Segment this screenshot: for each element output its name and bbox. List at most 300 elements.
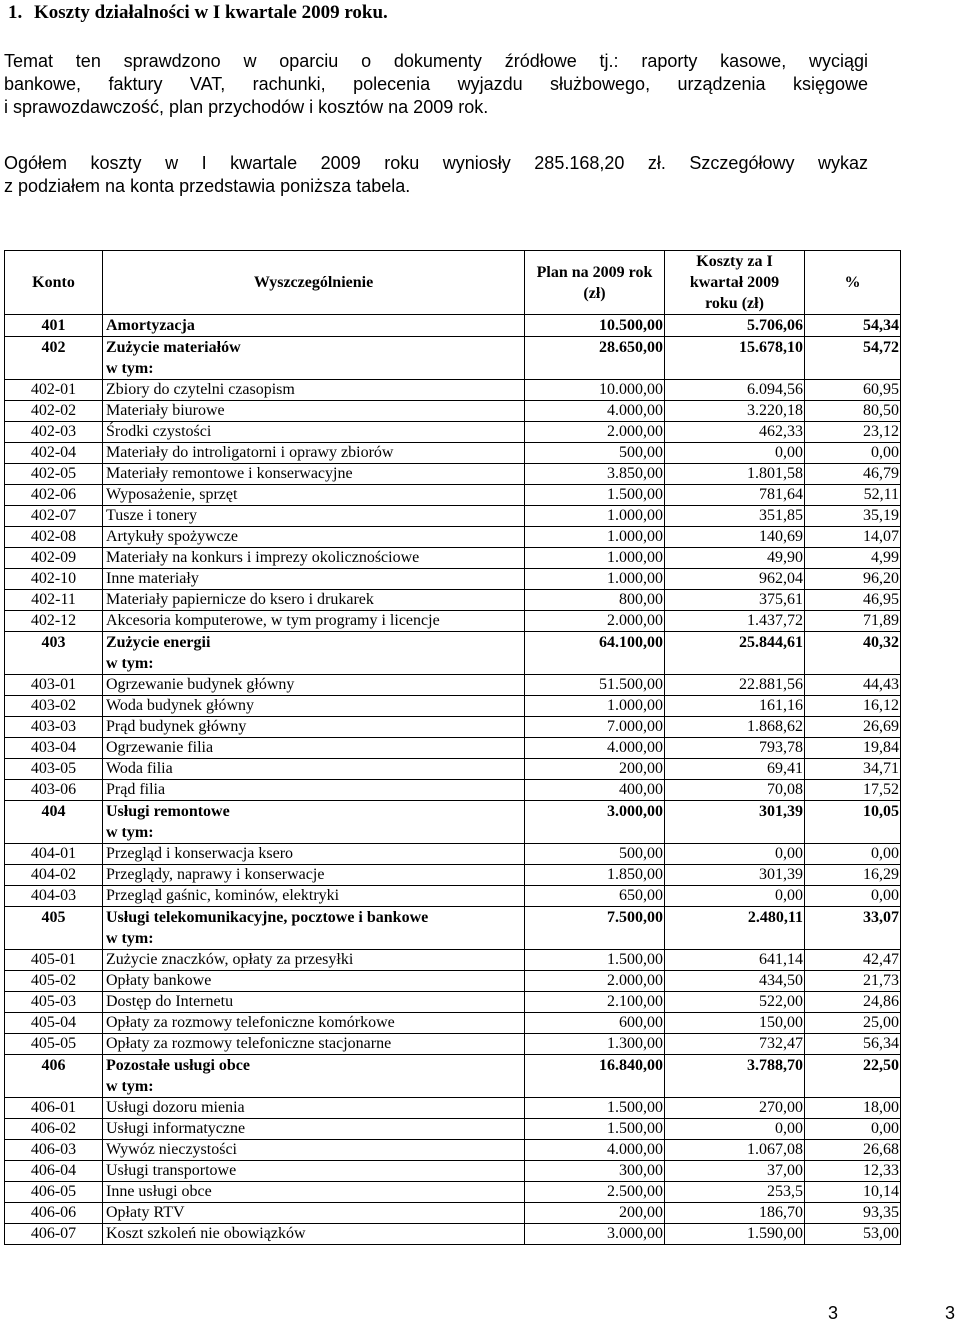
w-tym-label: w tym:: [106, 930, 154, 947]
row-konto: 404-01: [5, 844, 103, 865]
row-procent: 0,00: [805, 886, 901, 907]
row-description: [103, 1098, 525, 1119]
row-procent: 4,99: [805, 548, 901, 569]
header-plan-label: Plan na 2009 rok (zł): [536, 263, 653, 302]
row-description-label: Materiały papiernicze do ksero i drukarek: [106, 591, 374, 608]
row-description: [103, 1034, 525, 1055]
row-plan: 10.000,00: [525, 380, 665, 401]
row-description: [103, 780, 525, 801]
row-koszty: 140,69: [665, 527, 805, 548]
row-koszty: 351,85: [665, 506, 805, 527]
row-plan: 800,00: [525, 590, 665, 611]
table-row: [5, 886, 901, 907]
row-koszty: 69,41: [665, 759, 805, 780]
row-koszty: 0,00: [665, 844, 805, 865]
intro-line: i sprawozdawczość, plan przychodów i kosztów na 2009 rok.: [4, 97, 489, 117]
row-plan: 1.500,00: [525, 485, 665, 506]
summary-line: z podziałem na konta przedstawia poniższa tabela.: [4, 176, 411, 196]
row-description-label: Opłaty RTV: [106, 1204, 185, 1221]
row-description-label: Ogrzewanie filia: [106, 739, 214, 756]
row-procent: 12,33: [805, 1161, 901, 1182]
row-procent: 23,12: [805, 422, 901, 443]
row-plan: 2.500,00: [525, 1182, 665, 1203]
row-description-label: Koszt szkoleń nie obowiązków: [106, 1225, 306, 1242]
row-description: [103, 632, 525, 675]
row-description-label: Tusze i tonery: [106, 507, 197, 524]
row-description-label: Usługi transportowe: [106, 1162, 237, 1179]
row-koszty: 1.067,08: [665, 1140, 805, 1161]
row-koszty: 793,78: [665, 738, 805, 759]
row-description: [103, 886, 525, 907]
row-description: [103, 1119, 525, 1140]
row-description-label: Usługi informatyczne: [106, 1120, 246, 1137]
row-description-label: Pozostałe usługi obce: [106, 1057, 250, 1074]
row-plan: 500,00: [525, 443, 665, 464]
row-koszty: 2.480,11: [665, 907, 805, 950]
summary-line: Ogółem koszty w I kwartale 2009 roku wyniosły 285.168,20 zł. Szczegółowy wykaz: [4, 153, 868, 173]
row-description: [103, 1140, 525, 1161]
row-konto: 405-01: [5, 950, 103, 971]
row-konto: 402-11: [5, 590, 103, 611]
table-row: [5, 548, 901, 569]
row-procent: 46,95: [805, 590, 901, 611]
row-description-label: Inne materiały: [106, 570, 199, 587]
row-konto: 405-03: [5, 992, 103, 1013]
row-koszty: 161,16: [665, 696, 805, 717]
row-konto: 405-05: [5, 1034, 103, 1055]
header-koszty: [665, 251, 805, 315]
row-description-label: Przeglądy, naprawy i konserwacje: [106, 866, 325, 883]
row-konto: 403: [5, 632, 103, 675]
section-title: Koszty działalności w I kwartale 2009 roku.: [34, 2, 388, 23]
row-description-label: Amortyzacja: [106, 317, 195, 334]
row-konto: 405: [5, 907, 103, 950]
table-row: [5, 950, 901, 971]
row-koszty: 301,39: [665, 801, 805, 844]
row-description: [103, 696, 525, 717]
row-description-label: Opłaty za rozmowy telefoniczne stacjonarne: [106, 1035, 392, 1052]
row-plan: 1.300,00: [525, 1034, 665, 1055]
row-procent: 96,20: [805, 569, 901, 590]
section-heading: [8, 2, 388, 24]
row-konto: 402-10: [5, 569, 103, 590]
table-row: [5, 1224, 901, 1245]
row-procent: 19,84: [805, 738, 901, 759]
row-konto: 403-02: [5, 696, 103, 717]
table-row: [5, 1013, 901, 1034]
row-koszty: 522,00: [665, 992, 805, 1013]
row-koszty: 49,90: [665, 548, 805, 569]
table-row: [5, 401, 901, 422]
row-konto: 406-04: [5, 1161, 103, 1182]
table-group-row: [5, 1055, 901, 1098]
row-koszty: 22.881,56: [665, 675, 805, 696]
row-procent: 16,12: [805, 696, 901, 717]
row-koszty: 732,47: [665, 1034, 805, 1055]
row-koszty: 15.678,10: [665, 337, 805, 380]
row-description-label: Zużycie znaczków, opłaty za przesyłki: [106, 951, 354, 968]
row-procent: 33,07: [805, 907, 901, 950]
row-description-label: Prąd budynek główny: [106, 718, 247, 735]
row-konto: 402-07: [5, 506, 103, 527]
row-procent: 35,19: [805, 506, 901, 527]
w-tym-label: w tym:: [106, 824, 154, 841]
row-procent: 18,00: [805, 1098, 901, 1119]
row-procent: 10,05: [805, 801, 901, 844]
row-description-label: Materiały remontowe i konserwacyjne: [106, 465, 353, 482]
row-konto: 406-07: [5, 1224, 103, 1245]
row-konto: 402-12: [5, 611, 103, 632]
row-description: [103, 443, 525, 464]
row-plan: 2.000,00: [525, 611, 665, 632]
row-description-label: Zużycie materiałów: [106, 339, 241, 356]
row-konto: 406-02: [5, 1119, 103, 1140]
row-koszty: 25.844,61: [665, 632, 805, 675]
page-number: 3: [828, 1303, 839, 1323]
row-description: [103, 1224, 525, 1245]
table-row: [5, 506, 901, 527]
row-description: [103, 865, 525, 886]
row-description: [103, 422, 525, 443]
row-konto: 406-05: [5, 1182, 103, 1203]
page-number: 3: [945, 1303, 956, 1323]
row-plan: 51.500,00: [525, 675, 665, 696]
header-konto: Konto: [5, 251, 103, 315]
row-konto: 401: [5, 315, 103, 337]
row-konto: 402-09: [5, 548, 103, 569]
table-body: [5, 315, 901, 1245]
row-plan: 600,00: [525, 1013, 665, 1034]
row-koszty: 150,00: [665, 1013, 805, 1034]
row-koszty: 781,64: [665, 485, 805, 506]
row-procent: 80,50: [805, 401, 901, 422]
row-description: [103, 569, 525, 590]
row-procent: 24,86: [805, 992, 901, 1013]
w-tym-label: w tym:: [106, 1078, 154, 1095]
row-koszty: 0,00: [665, 1119, 805, 1140]
row-koszty: 1.868,62: [665, 717, 805, 738]
row-procent: 56,34: [805, 1034, 901, 1055]
row-description-label: Zużycie energii: [106, 634, 211, 651]
row-procent: 25,00: [805, 1013, 901, 1034]
table-group-row: [5, 337, 901, 380]
table-row: [5, 1098, 901, 1119]
table-row: [5, 780, 901, 801]
row-description: [103, 611, 525, 632]
w-tym-label: w tym:: [106, 360, 154, 377]
intro-line: bankowe, faktury VAT, rachunki, polecenia wyjazdu służbowego, urządzenia księgowe: [4, 74, 868, 94]
row-plan: 1.500,00: [525, 1119, 665, 1140]
row-procent: 46,79: [805, 464, 901, 485]
row-plan: 2.000,00: [525, 971, 665, 992]
table-row: [5, 675, 901, 696]
row-procent: 34,71: [805, 759, 901, 780]
row-koszty: 0,00: [665, 886, 805, 907]
row-description-label: Wywóz nieczystości: [106, 1141, 237, 1158]
row-plan: 1.000,00: [525, 548, 665, 569]
row-description-label: Prąd filia: [106, 781, 166, 798]
table-row: [5, 380, 901, 401]
row-koszty: 301,39: [665, 865, 805, 886]
row-description-label: Materiały biurowe: [106, 402, 225, 419]
row-description-label: Zbiory do czytelni czasopism: [106, 381, 295, 398]
row-procent: 14,07: [805, 527, 901, 548]
row-koszty: 5.706,06: [665, 315, 805, 337]
w-tym-label: w tym:: [106, 655, 154, 672]
row-description-label: Usługi telekomunikacyjne, pocztowe i bankowe: [106, 909, 429, 926]
row-konto: 406-06: [5, 1203, 103, 1224]
table-group-row: [5, 907, 901, 950]
row-konto: 403-06: [5, 780, 103, 801]
table-group-row: [5, 801, 901, 844]
table-row: [5, 759, 901, 780]
row-konto: 402: [5, 337, 103, 380]
row-description-label: Artykuły spożywcze: [106, 528, 238, 545]
row-procent: 0,00: [805, 844, 901, 865]
row-koszty: 462,33: [665, 422, 805, 443]
row-description: [103, 464, 525, 485]
row-description-label: Woda budynek główny: [106, 697, 255, 714]
row-plan: 1.000,00: [525, 569, 665, 590]
table-row: [5, 422, 901, 443]
row-konto: 403-01: [5, 675, 103, 696]
row-koszty: 70,08: [665, 780, 805, 801]
row-procent: 17,52: [805, 780, 901, 801]
row-konto: 402-05: [5, 464, 103, 485]
row-plan: 2.100,00: [525, 992, 665, 1013]
row-description: [103, 675, 525, 696]
row-description: [103, 717, 525, 738]
table-row: [5, 464, 901, 485]
row-konto: 402-03: [5, 422, 103, 443]
table-row: [5, 611, 901, 632]
row-description: [103, 1161, 525, 1182]
row-description-label: Materiały na konkurs i imprezy okolicznościowe: [106, 549, 420, 566]
table-row: [5, 590, 901, 611]
row-konto: 406-03: [5, 1140, 103, 1161]
row-description-label: Opłaty bankowe: [106, 972, 212, 989]
cost-table: [4, 250, 901, 1245]
row-koszty: 186,70: [665, 1203, 805, 1224]
row-procent: 60,95: [805, 380, 901, 401]
table-row: [5, 443, 901, 464]
table-row: [5, 1140, 901, 1161]
table-row: [5, 717, 901, 738]
row-description-label: Ogrzewanie budynek główny: [106, 676, 295, 693]
row-konto: 406: [5, 1055, 103, 1098]
row-koszty: 0,00: [665, 443, 805, 464]
row-plan: 3.850,00: [525, 464, 665, 485]
row-description-label: Przegląd i konserwacja ksero: [106, 845, 294, 862]
row-konto: 402-01: [5, 380, 103, 401]
row-plan: 2.000,00: [525, 422, 665, 443]
row-description: [103, 907, 525, 950]
row-koszty: 6.094,56: [665, 380, 805, 401]
header-plan: [525, 251, 665, 315]
row-description-label: Środki czystości: [106, 423, 212, 440]
row-description-label: Materiały do introligatorni i oprawy zbiorów: [106, 444, 394, 461]
row-procent: 53,00: [805, 1224, 901, 1245]
summary-paragraph: [4, 152, 868, 198]
row-description: [103, 337, 525, 380]
table-row: [5, 971, 901, 992]
row-koszty: 3.788,70: [665, 1055, 805, 1098]
row-konto: 403-03: [5, 717, 103, 738]
table-group-row: [5, 315, 901, 337]
row-plan: 400,00: [525, 780, 665, 801]
row-description: [103, 485, 525, 506]
row-description: [103, 801, 525, 844]
row-konto: 404: [5, 801, 103, 844]
row-konto: 402-04: [5, 443, 103, 464]
row-description: [103, 401, 525, 422]
row-description-label: Usługi remontowe: [106, 803, 230, 820]
table-row: [5, 865, 901, 886]
row-description: [103, 527, 525, 548]
row-konto: 405-04: [5, 1013, 103, 1034]
row-procent: 10,14: [805, 1182, 901, 1203]
row-plan: 1.000,00: [525, 527, 665, 548]
row-konto: 402-08: [5, 527, 103, 548]
header-wyszczegolnienie: Wyszczególnienie: [103, 251, 525, 315]
row-koszty: 1.437,72: [665, 611, 805, 632]
row-plan: 500,00: [525, 844, 665, 865]
table-row: [5, 696, 901, 717]
row-procent: 71,89: [805, 611, 901, 632]
row-plan: 1.500,00: [525, 1098, 665, 1119]
row-konto: 402-06: [5, 485, 103, 506]
table-row: [5, 485, 901, 506]
row-procent: 44,43: [805, 675, 901, 696]
row-procent: 0,00: [805, 1119, 901, 1140]
row-plan: 200,00: [525, 1203, 665, 1224]
row-description-label: Opłaty za rozmowy telefoniczne komórkowe: [106, 1014, 395, 1031]
row-konto: 404-02: [5, 865, 103, 886]
table-row: [5, 1182, 901, 1203]
row-procent: 0,00: [805, 443, 901, 464]
table-row: [5, 527, 901, 548]
row-procent: 26,69: [805, 717, 901, 738]
row-description: [103, 1203, 525, 1224]
header-koszty-label: Koszty za I kwartał 2009 roku (zł): [689, 253, 780, 312]
row-description-label: Wyposażenie, sprzęt: [106, 486, 238, 503]
row-plan: 1.000,00: [525, 506, 665, 527]
row-koszty: 375,61: [665, 590, 805, 611]
row-description: [103, 506, 525, 527]
row-description: [103, 548, 525, 569]
row-konto: 406-01: [5, 1098, 103, 1119]
row-description: [103, 844, 525, 865]
table-group-row: [5, 632, 901, 675]
row-plan: 28.650,00: [525, 337, 665, 380]
row-plan: 7.500,00: [525, 907, 665, 950]
table-row: [5, 569, 901, 590]
row-plan: 64.100,00: [525, 632, 665, 675]
row-description: [103, 380, 525, 401]
row-description: [103, 590, 525, 611]
row-plan: 1.000,00: [525, 696, 665, 717]
table-row: [5, 992, 901, 1013]
row-procent: 40,32: [805, 632, 901, 675]
row-plan: 200,00: [525, 759, 665, 780]
row-plan: 3.000,00: [525, 1224, 665, 1245]
row-konto: 404-03: [5, 886, 103, 907]
table-row: [5, 1034, 901, 1055]
table-row: [5, 844, 901, 865]
row-procent: 22,50: [805, 1055, 901, 1098]
row-plan: 7.000,00: [525, 717, 665, 738]
row-description-label: Inne usługi obce: [106, 1183, 212, 1200]
row-procent: 93,35: [805, 1203, 901, 1224]
row-description: [103, 1182, 525, 1203]
table-row: [5, 1161, 901, 1182]
row-koszty: 253,5: [665, 1182, 805, 1203]
row-koszty: 1.801,58: [665, 464, 805, 485]
row-procent: 21,73: [805, 971, 901, 992]
row-koszty: 3.220,18: [665, 401, 805, 422]
row-procent: 52,11: [805, 485, 901, 506]
row-description: [103, 971, 525, 992]
table-header-row: [5, 251, 901, 315]
row-description-label: Akcesoria komputerowe, w tym programy i licencje: [106, 612, 440, 629]
row-konto: 403-05: [5, 759, 103, 780]
row-description: [103, 992, 525, 1013]
row-plan: 3.000,00: [525, 801, 665, 844]
row-description-label: Woda filia: [106, 760, 173, 777]
row-plan: 10.500,00: [525, 315, 665, 337]
row-procent: 54,34: [805, 315, 901, 337]
row-koszty: 434,50: [665, 971, 805, 992]
row-plan: 4.000,00: [525, 738, 665, 759]
row-koszty: 37,00: [665, 1161, 805, 1182]
row-koszty: 641,14: [665, 950, 805, 971]
row-plan: 650,00: [525, 886, 665, 907]
row-procent: 42,47: [805, 950, 901, 971]
table-row: [5, 738, 901, 759]
row-plan: 4.000,00: [525, 1140, 665, 1161]
row-plan: 1.850,00: [525, 865, 665, 886]
table-row: [5, 1119, 901, 1140]
row-description: [103, 1013, 525, 1034]
row-plan: 16.840,00: [525, 1055, 665, 1098]
row-procent: 16,29: [805, 865, 901, 886]
row-description: [103, 315, 525, 337]
row-description: [103, 1055, 525, 1098]
row-procent: 54,72: [805, 337, 901, 380]
intro-line: Temat ten sprawdzono w oparciu o dokumenty źródłowe tj.: raporty kasowe, wyciągi: [4, 51, 868, 71]
row-plan: 300,00: [525, 1161, 665, 1182]
row-plan: 1.500,00: [525, 950, 665, 971]
row-koszty: 962,04: [665, 569, 805, 590]
row-description: [103, 759, 525, 780]
row-konto: 405-02: [5, 971, 103, 992]
row-plan: 4.000,00: [525, 401, 665, 422]
row-konto: 402-02: [5, 401, 103, 422]
section-number: 1.: [8, 2, 23, 23]
header-procent: %: [805, 251, 901, 315]
row-koszty: 1.590,00: [665, 1224, 805, 1245]
row-description: [103, 950, 525, 971]
row-konto: 403-04: [5, 738, 103, 759]
row-description-label: Usługi dozoru mienia: [106, 1099, 245, 1116]
intro-paragraph: [4, 50, 868, 119]
row-koszty: 270,00: [665, 1098, 805, 1119]
row-description-label: Dostęp do Internetu: [106, 993, 234, 1010]
row-description-label: Przegląd gaśnic, kominów, elektryki: [106, 887, 340, 904]
row-description: [103, 738, 525, 759]
table-row: [5, 1203, 901, 1224]
row-procent: 26,68: [805, 1140, 901, 1161]
